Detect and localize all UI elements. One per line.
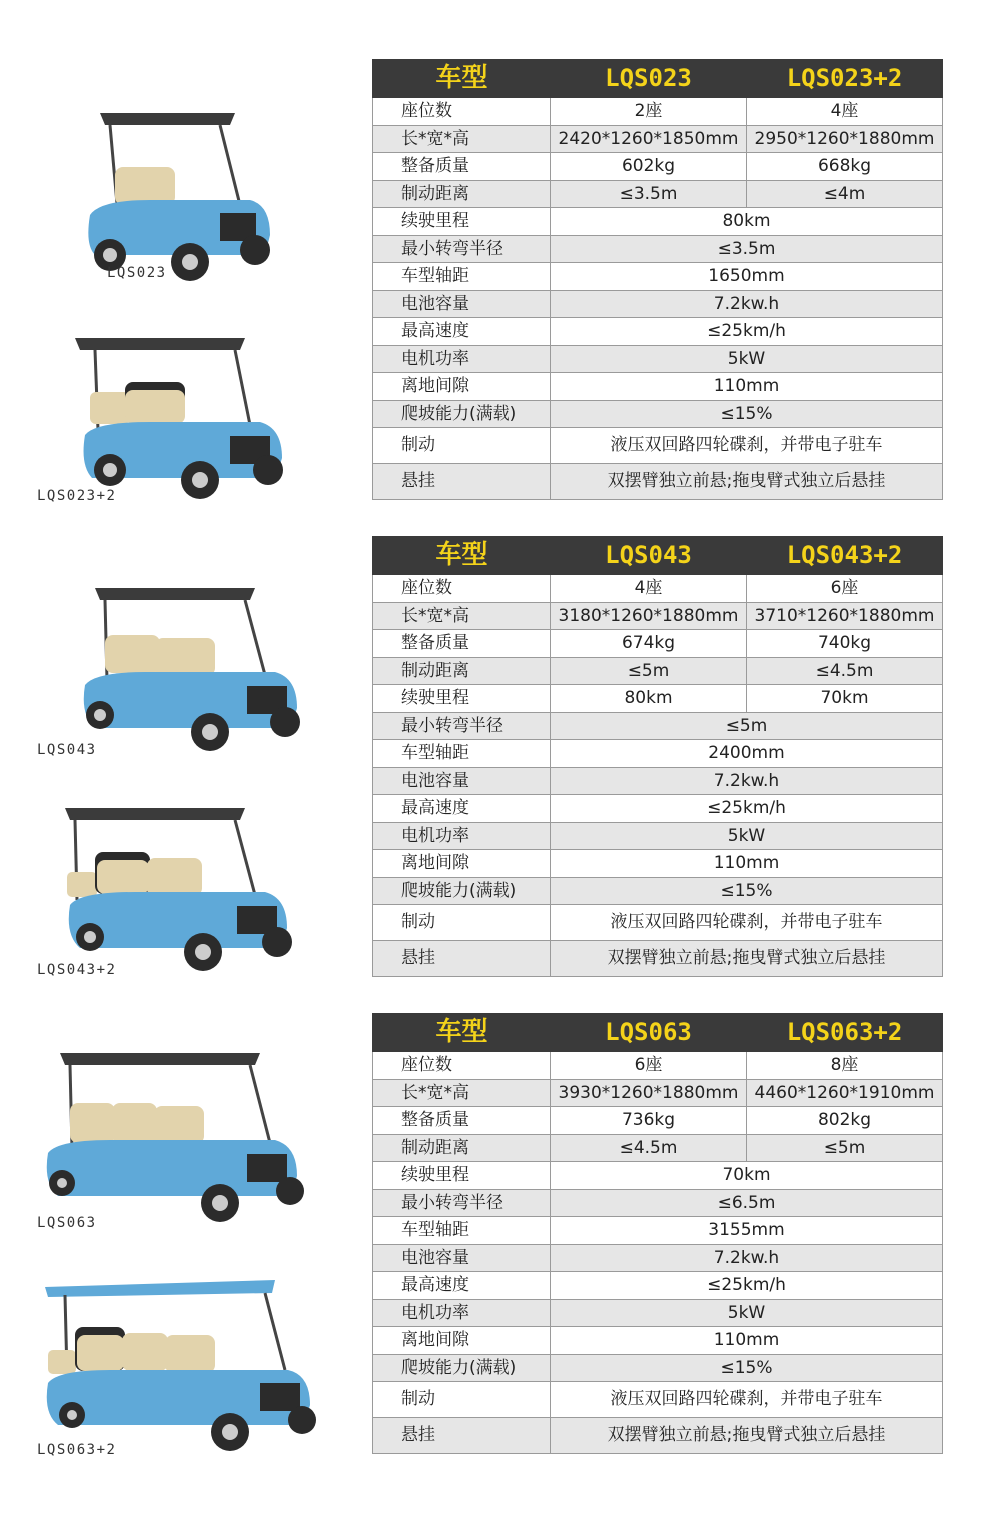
row-label: 电池容量 (373, 1244, 551, 1272)
value: 双摆臂独立前悬;拖曳臂式独立后悬挂 (551, 1418, 943, 1454)
value-b: 802kg (747, 1107, 943, 1135)
row-label: 离地间隙 (373, 373, 551, 401)
header-label: 车型 (373, 60, 551, 98)
table-row (373, 575, 943, 603)
value-b: ≤4.5m (747, 657, 943, 685)
row-label: 制动 (373, 428, 551, 464)
cart-image-lqs043 (37, 580, 375, 765)
table-row (373, 235, 943, 263)
row-label: 制动距离 (373, 1134, 551, 1162)
table-row (373, 685, 943, 713)
row-label: 悬挂 (373, 1418, 551, 1454)
table-row (373, 1418, 943, 1454)
table-header-row (373, 537, 943, 575)
value: ≤25km/h (551, 1272, 943, 1300)
golf-cart-8-seat-icon (40, 1275, 330, 1460)
table-row (373, 850, 943, 878)
value: 110mm (551, 850, 943, 878)
model-b-name: LQS043+2 (747, 537, 943, 575)
value: 80km (551, 208, 943, 236)
row-label: 电机功率 (373, 822, 551, 850)
value-a: ≤4.5m (551, 1134, 747, 1162)
table-row (373, 318, 943, 346)
spec-table (372, 536, 943, 977)
value-a: 674kg (551, 630, 747, 658)
table-row (373, 822, 943, 850)
row-label: 电机功率 (373, 345, 551, 373)
table-row (373, 400, 943, 428)
row-label: 整备质量 (373, 1107, 551, 1135)
golf-cart-2-seat-icon (70, 105, 300, 290)
header-label: 车型 (373, 537, 551, 575)
table-row (373, 263, 943, 291)
value: 液压双回路四轮碟刹，并带电子驻车 (551, 905, 943, 941)
value: 7.2kw.h (551, 1244, 943, 1272)
value: ≤25km/h (551, 318, 943, 346)
row-label: 电池容量 (373, 767, 551, 795)
table-row (373, 1052, 943, 1080)
value: ≤3.5m (551, 235, 943, 263)
table-row (373, 1354, 943, 1382)
value: ≤15% (551, 877, 943, 905)
table-row (373, 373, 943, 401)
row-label: 整备质量 (373, 630, 551, 658)
value: 双摆臂独立前悬;拖曳臂式独立后悬挂 (551, 464, 943, 500)
value-a: 6座 (551, 1052, 747, 1080)
table-row (373, 905, 943, 941)
value-b: ≤4m (747, 180, 943, 208)
value-a: 3930*1260*1880mm (551, 1079, 747, 1107)
table-row (373, 180, 943, 208)
row-label: 车型轴距 (373, 263, 551, 291)
table-row (373, 1217, 943, 1245)
table-row (373, 602, 943, 630)
value-b: 8座 (747, 1052, 943, 1080)
value: ≤5m (551, 712, 943, 740)
value: 1650mm (551, 263, 943, 291)
cart-image-lqs063 (37, 1048, 340, 1233)
table-row (373, 877, 943, 905)
table-row (373, 428, 943, 464)
table-row (373, 740, 943, 768)
value: 液压双回路四轮碟刹，并带电子驻车 (551, 428, 943, 464)
value: 5kW (551, 822, 943, 850)
table-row (373, 464, 943, 500)
table-row (373, 630, 943, 658)
golf-cart-6-seat-icon (55, 800, 305, 985)
golf-cart-4-seat-icon (60, 330, 330, 510)
row-label: 电池容量 (373, 290, 551, 318)
value-b: 4460*1260*1910mm (747, 1079, 943, 1107)
value-b: 740kg (747, 630, 943, 658)
table-row (373, 1079, 943, 1107)
model-b-name: LQS023+2 (747, 60, 943, 98)
table-row (373, 795, 943, 823)
value-b: 2950*1260*1880mm (747, 125, 943, 153)
value-a: 736kg (551, 1107, 747, 1135)
table-header-row (373, 60, 943, 98)
value-b: ≤5m (747, 1134, 943, 1162)
value: 双摆臂独立前悬;拖曳臂式独立后悬挂 (551, 941, 943, 977)
table-row (373, 767, 943, 795)
table-row (373, 1299, 943, 1327)
cart-label: LQS023 (107, 265, 167, 281)
row-label: 座位数 (373, 98, 551, 126)
value: 110mm (551, 373, 943, 401)
row-label: 制动 (373, 905, 551, 941)
row-label: 座位数 (373, 575, 551, 603)
value: 3155mm (551, 1217, 943, 1245)
row-label: 最小转弯半径 (373, 235, 551, 263)
row-label: 电机功率 (373, 1299, 551, 1327)
value-b: 4座 (747, 98, 943, 126)
value-a: ≤3.5m (551, 180, 747, 208)
value: 5kW (551, 345, 943, 373)
value-a: 2座 (551, 98, 747, 126)
row-label: 最高速度 (373, 318, 551, 346)
value: ≤15% (551, 400, 943, 428)
table-row (373, 125, 943, 153)
model-a-name: LQS043 (551, 537, 747, 575)
cart-image-lqs023-plus2 (37, 330, 360, 510)
value-b: 3710*1260*1880mm (747, 602, 943, 630)
cart-label: LQS023+2 (37, 488, 117, 504)
value-a: 80km (551, 685, 747, 713)
value: 5kW (551, 1299, 943, 1327)
cart-image-lqs023 (70, 105, 370, 290)
cart-label: LQS063+2 (37, 1442, 117, 1458)
model-a-name: LQS023 (551, 60, 747, 98)
row-label: 座位数 (373, 1052, 551, 1080)
table-row (373, 941, 943, 977)
value: 7.2kw.h (551, 767, 943, 795)
row-label: 制动距离 (373, 657, 551, 685)
value: 70km (551, 1162, 943, 1190)
cart-label: LQS043+2 (37, 962, 117, 978)
cart-image-lqs043-plus2 (37, 800, 355, 985)
table-row (373, 153, 943, 181)
row-label: 爬坡能力(满载) (373, 877, 551, 905)
value: ≤6.5m (551, 1189, 943, 1217)
header-label: 车型 (373, 1014, 551, 1052)
value: 2400mm (551, 740, 943, 768)
table-row (373, 1272, 943, 1300)
row-label: 离地间隙 (373, 1327, 551, 1355)
row-label: 续驶里程 (373, 208, 551, 236)
cart-label: LQS063 (37, 1215, 97, 1231)
value: 7.2kw.h (551, 290, 943, 318)
cart-image-lqs063-plus2 (37, 1275, 340, 1460)
value: ≤15% (551, 1354, 943, 1382)
value-a: 2420*1260*1850mm (551, 125, 747, 153)
table-row (373, 1382, 943, 1418)
row-label: 最小转弯半径 (373, 1189, 551, 1217)
golf-cart-4-seat-icon (75, 580, 315, 765)
table-row (373, 98, 943, 126)
value-b: 70km (747, 685, 943, 713)
row-label: 整备质量 (373, 153, 551, 181)
row-label: 最高速度 (373, 1272, 551, 1300)
value-b: 6座 (747, 575, 943, 603)
table-row (373, 1162, 943, 1190)
row-label: 制动 (373, 1382, 551, 1418)
row-label: 悬挂 (373, 941, 551, 977)
table-row (373, 1327, 943, 1355)
row-label: 续驶里程 (373, 1162, 551, 1190)
table-header-row (373, 1014, 943, 1052)
row-label: 悬挂 (373, 464, 551, 500)
golf-cart-6-seat-icon (40, 1048, 320, 1233)
row-label: 最高速度 (373, 795, 551, 823)
table-row (373, 712, 943, 740)
table-row (373, 1107, 943, 1135)
value-a: 602kg (551, 153, 747, 181)
model-b-name: LQS063+2 (747, 1014, 943, 1052)
table-row (373, 1189, 943, 1217)
row-label: 车型轴距 (373, 740, 551, 768)
value: ≤25km/h (551, 795, 943, 823)
row-label: 续驶里程 (373, 685, 551, 713)
value-a: ≤5m (551, 657, 747, 685)
model-a-name: LQS063 (551, 1014, 747, 1052)
table-row (373, 345, 943, 373)
row-label: 爬坡能力(满载) (373, 400, 551, 428)
row-label: 制动距离 (373, 180, 551, 208)
table-row (373, 1134, 943, 1162)
row-label: 长*宽*高 (373, 602, 551, 630)
spec-table (372, 59, 943, 500)
spec-table (372, 1013, 943, 1454)
table-row (373, 290, 943, 318)
cart-label: LQS043 (37, 742, 97, 758)
row-label: 长*宽*高 (373, 125, 551, 153)
row-label: 长*宽*高 (373, 1079, 551, 1107)
row-label: 爬坡能力(满载) (373, 1354, 551, 1382)
table-row (373, 657, 943, 685)
row-label: 车型轴距 (373, 1217, 551, 1245)
value: 110mm (551, 1327, 943, 1355)
value-a: 3180*1260*1880mm (551, 602, 747, 630)
table-row (373, 208, 943, 236)
table-row (373, 1244, 943, 1272)
value-b: 668kg (747, 153, 943, 181)
value-a: 4座 (551, 575, 747, 603)
value: 液压双回路四轮碟刹，并带电子驻车 (551, 1382, 943, 1418)
row-label: 最小转弯半径 (373, 712, 551, 740)
row-label: 离地间隙 (373, 850, 551, 878)
